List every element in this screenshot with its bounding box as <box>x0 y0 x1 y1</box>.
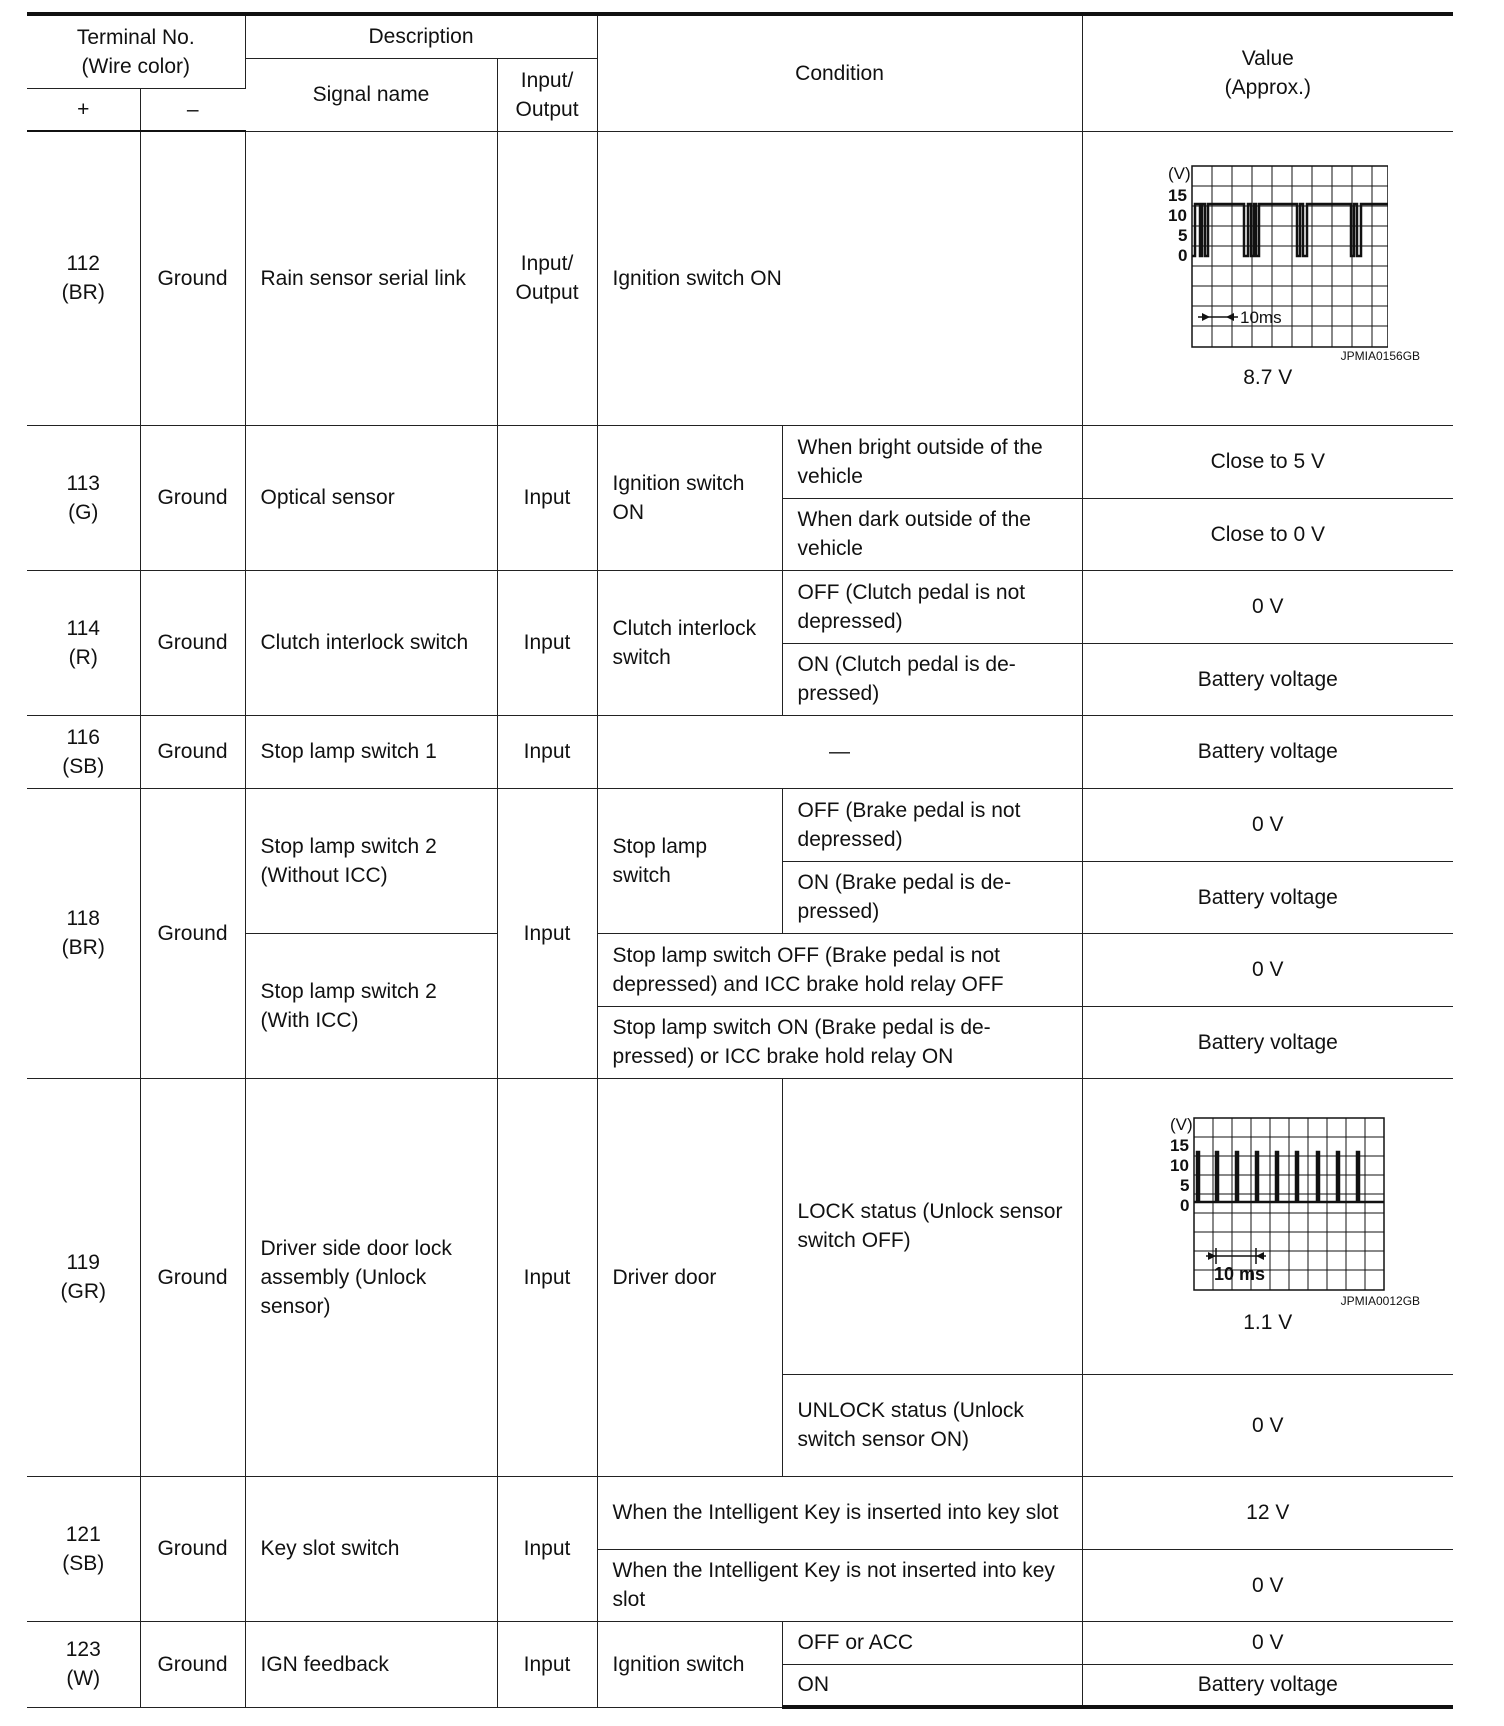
signal-name: Clutch interlock switch <box>245 570 497 715</box>
value-text: Battery voltage <box>1082 715 1453 788</box>
sub-condition: UNLOCK status (Unlock switch sensor ON) <box>782 1374 1082 1476</box>
table-row <box>27 425 1453 498</box>
sub-condition: OFF or ACC <box>782 1621 1082 1664</box>
volt-tick-label: 0 <box>1179 1195 1190 1215</box>
value-text: Battery voltage <box>1082 861 1453 933</box>
sub-condition: When bright outside of the vehicle <box>782 425 1082 498</box>
ground-label: Ground <box>140 715 245 788</box>
volt-tick-label: 10 <box>1169 1155 1189 1175</box>
value-text: Battery voltage <box>1082 1664 1453 1707</box>
sub-condition: OFF (Brake pedal is not depressed) <box>782 788 1082 861</box>
header-description: Description <box>245 14 597 58</box>
signal-name: Optical sensor <box>245 425 497 570</box>
value-text: 0 V <box>1082 1549 1453 1621</box>
value-text: 1.1 V <box>1243 1310 1293 1334</box>
terminal-no: 123 (W) <box>27 1621 140 1707</box>
condition: — <box>597 715 1082 788</box>
time-scale-label: 10 ms <box>1213 1263 1265 1284</box>
value-text: Battery voltage <box>1082 1006 1453 1078</box>
table-row <box>27 1621 1453 1664</box>
time-scale <box>1206 1248 1266 1284</box>
input-output: Input <box>497 425 597 570</box>
table-row <box>27 788 1453 861</box>
terminal-no: 114 (R) <box>27 570 140 715</box>
value-text: 8.7 V <box>1243 366 1293 389</box>
ground-label: Ground <box>140 1476 245 1621</box>
condition: Driver door <box>597 1078 782 1476</box>
figure-id: JPMIA0156GB <box>1340 349 1421 363</box>
condition: Ignition switch ON <box>597 131 1082 425</box>
input-output: Input <box>497 715 597 788</box>
ground-label: Ground <box>140 570 245 715</box>
condition: When the Intelligent Key is inserted into key slot <box>597 1476 1082 1549</box>
terminal-no: 113 (G) <box>27 425 140 570</box>
condition: Ignition switch <box>597 1621 782 1707</box>
table-row <box>27 1476 1453 1549</box>
sub-condition: OFF (Clutch pedal is not depressed) <box>782 570 1082 643</box>
ground-label: Ground <box>140 131 245 425</box>
terminal-no: 121 (SB) <box>27 1476 140 1621</box>
terminal-no: 119 (GR) <box>27 1078 140 1476</box>
signal-name: IGN feedback <box>245 1621 497 1707</box>
value-text: 0 V <box>1082 1621 1453 1664</box>
table-row <box>27 1078 1453 1374</box>
terminal-no: 112 (BR) <box>27 131 140 425</box>
time-scale-label: 10ms <box>1239 308 1282 327</box>
value-text: 0 V <box>1082 788 1453 861</box>
value-cell <box>1082 131 1453 425</box>
signal-name: Stop lamp switch 1 <box>245 715 497 788</box>
volt-tick-label: 15 <box>1167 186 1187 205</box>
sub-condition: ON (Clutch pedal is de- pressed) <box>782 643 1082 715</box>
header-value: Value (Approx.) <box>1082 14 1453 131</box>
condition: Stop lamp switch OFF (Brake pedal is not depressed) and ICC brake hold relay OFF <box>597 933 1082 1006</box>
header-minus: – <box>140 88 245 131</box>
ground-label: Ground <box>140 788 245 1078</box>
ground-label: Ground <box>140 1078 245 1476</box>
input-output: Input <box>497 570 597 715</box>
condition: Stop lamp switch ON (Brake pedal is de- pressed) or ICC brake hold relay ON <box>597 1006 1082 1078</box>
ground-label: Ground <box>140 425 245 570</box>
sub-condition: LOCK status (Unlock sensor switch OFF) <box>782 1078 1082 1374</box>
figure-id: JPMIA0012GB <box>1340 1293 1421 1308</box>
header-signal-name: Signal name <box>245 58 497 131</box>
value-text: Battery voltage <box>1082 643 1453 715</box>
waveform-trace <box>1192 204 1388 256</box>
condition: Stop lamp switch <box>597 788 782 933</box>
condition: Ignition switch ON <box>597 425 782 570</box>
terminal-no: 116 (SB) <box>27 715 140 788</box>
volt-unit-label: (V) <box>1169 1115 1193 1134</box>
volt-tick-label: 5 <box>1177 226 1188 245</box>
terminal-no: 118 (BR) <box>27 788 140 1078</box>
input-output: Input <box>497 1078 597 1476</box>
signal-name: Stop lamp switch 2 (Without ICC) <box>245 788 497 933</box>
header-input-output: Input/ Output <box>497 58 597 131</box>
input-output: Input <box>497 1621 597 1707</box>
volt-tick-label: 10 <box>1167 206 1187 225</box>
volt-tick-label: 5 <box>1179 1175 1190 1195</box>
value-text: 0 V <box>1082 933 1453 1006</box>
signal-name: Stop lamp switch 2 (With ICC) <box>245 933 497 1078</box>
signal-name: Key slot switch <box>245 1476 497 1621</box>
ground-label: Ground <box>140 1621 245 1707</box>
value-text: 0 V <box>1082 570 1453 643</box>
value-cell <box>1082 1078 1453 1374</box>
table-row <box>27 715 1453 788</box>
input-output: Input/ Output <box>497 131 597 425</box>
value-text: 0 V <box>1082 1374 1453 1476</box>
header-terminal-no: Terminal No. (Wire color) <box>27 14 245 88</box>
input-output: Input <box>497 1476 597 1621</box>
header-condition: Condition <box>597 14 1082 131</box>
time-scale <box>1198 308 1282 327</box>
header-plus: + <box>27 88 140 131</box>
condition: Clutch interlock switch <box>597 570 782 715</box>
value-text: 12 V <box>1082 1476 1453 1549</box>
sub-condition: When dark outside of the vehicle <box>782 498 1082 570</box>
waveform-112 <box>1148 164 1388 349</box>
signal-name: Driver side door lock assembly (Unlock sensor) <box>245 1078 497 1476</box>
sub-condition: ON <box>782 1664 1082 1707</box>
waveform-119 <box>1148 1116 1388 1294</box>
table-row <box>27 570 1453 643</box>
volt-tick-label: 15 <box>1169 1135 1189 1155</box>
condition: When the Intelligent Key is not inserted into key slot <box>597 1549 1082 1621</box>
sub-condition: ON (Brake pedal is de- pressed) <box>782 861 1082 933</box>
signal-name: Rain sensor serial link <box>245 131 497 425</box>
volt-unit-label: (V) <box>1167 164 1191 183</box>
terminal-table <box>27 12 1453 1709</box>
value-text: Close to 5 V <box>1082 425 1453 498</box>
table-row <box>27 131 1453 425</box>
input-output: Input <box>497 788 597 1078</box>
value-text: Close to 0 V <box>1082 498 1453 570</box>
volt-tick-label: 0 <box>1177 246 1188 265</box>
